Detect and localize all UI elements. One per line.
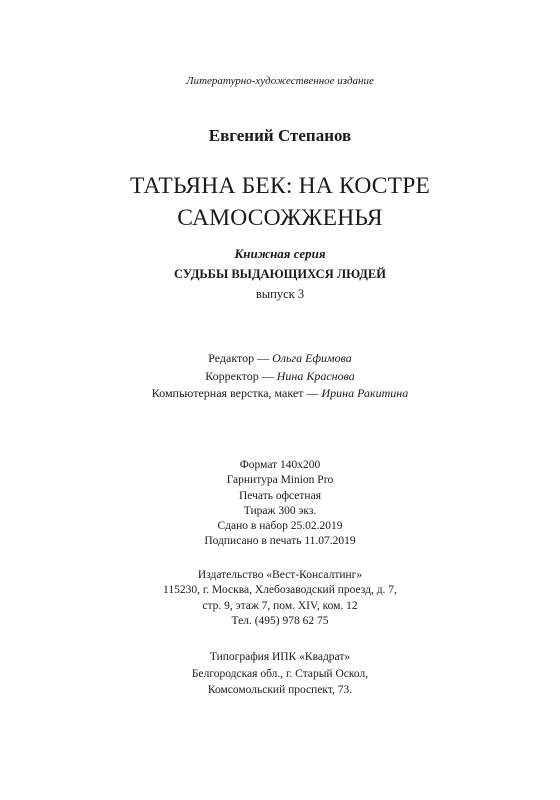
book-title-line-1: ТАТЬЯНА БЕК: НА КОСТРЕ [129,173,431,199]
credit-editor [40,350,520,368]
printer-address-1: Белгородская обл., г. Старый Оскол, [191,667,369,680]
tech-circulation: Тираж 300 экз. [243,504,317,517]
credit-role: Корректор — [205,368,277,383]
credit-person: Ольга Ефимова [272,351,352,365]
credits-block [40,350,520,403]
credit-layout [40,385,520,403]
technical-info [40,458,520,550]
credit-role: Редактор — [208,351,273,365]
printer-info [40,649,520,699]
series-issue: выпуск 3 [255,287,305,301]
series-name: СУДЬБЫ ВЫДАЮЩИХСЯ ЛЮДЕЙ [174,267,386,281]
credit-person: Ирина Ракитина [321,386,409,400]
credit-role: Компьютерная верстка, макет — [151,386,322,400]
series-label: Книжная серия [234,246,326,261]
book-title-line-2: САМОСОЖЖЕНЬЯ [177,205,383,231]
printer-name: Типография ИПК «Квадрат» [209,651,351,663]
tech-print: Печать офсетная [239,489,321,502]
tech-signed: Подписано в печать 11.07.2019 [204,535,356,548]
credit-person: Нина Краснова [276,368,355,383]
publisher-phone: Тел. (495) 978 62 75 [231,615,329,628]
edition-type: Литературно-художественное издание [186,75,374,87]
tech-typeface: Гарнитура Minion Pro [226,474,334,487]
book-title [40,170,520,234]
printer-address-2: Комсомольский проспект, 73. [207,684,353,696]
credit-proofreader [40,368,520,386]
tech-format: Формат 140х200 [239,459,321,471]
publisher-name: Издательство «Вест-Консалтинг» [197,569,363,581]
tech-submitted: Сдано в набор 25.02.2019 [217,520,343,533]
publisher-address-2: стр. 9, этаж 7, пом. XIV, ком. 12 [202,599,358,612]
publisher-address-1: 115230, г. Москва, Хлебозаводский проезд, д. 7, [163,584,397,597]
author-name: Евгений Степанов [208,126,352,145]
publisher-info [40,568,520,630]
